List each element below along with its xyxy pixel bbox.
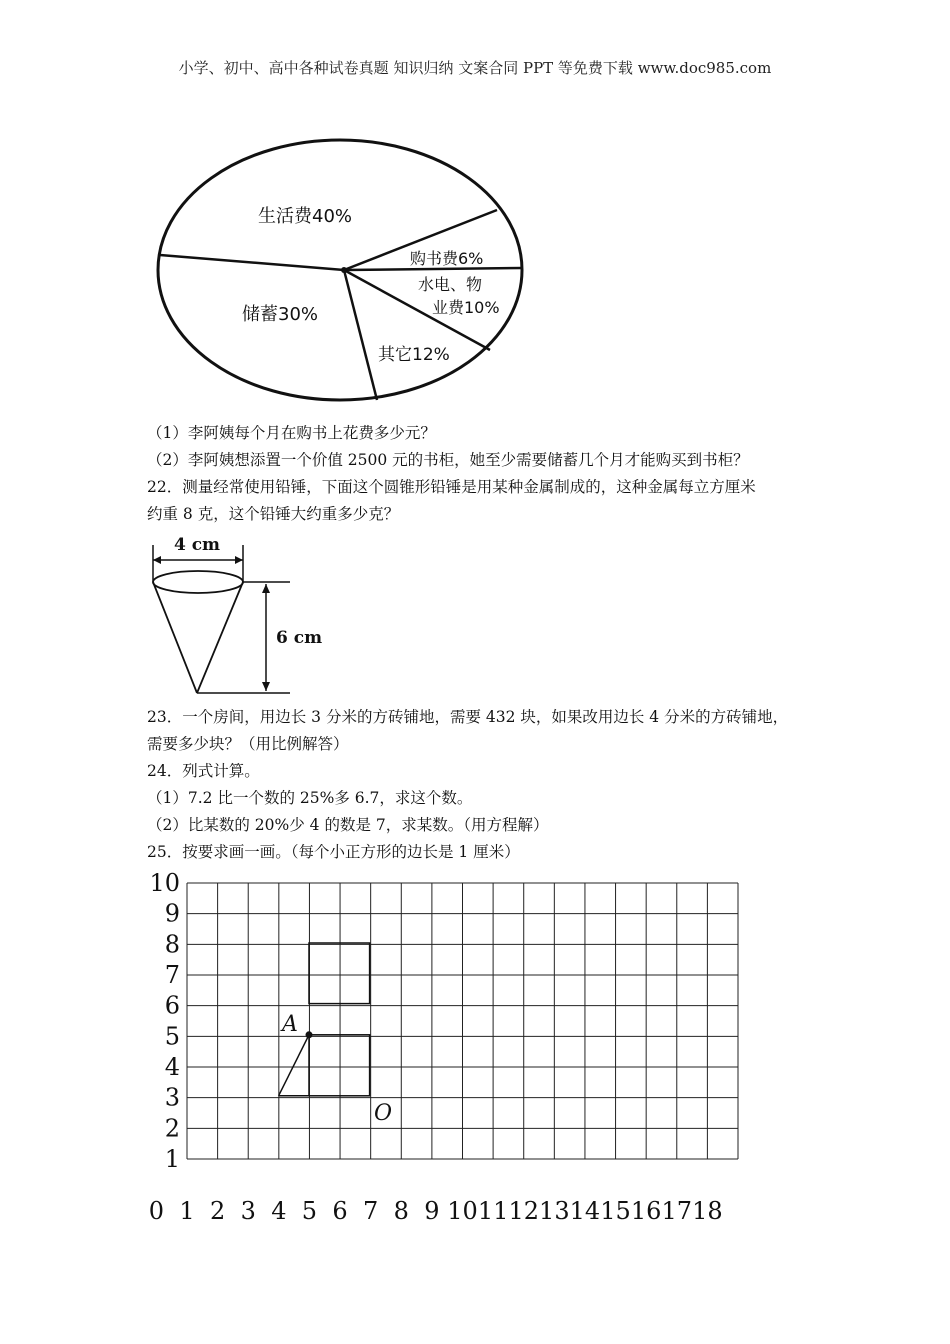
x-axis-label: 7 <box>363 1197 379 1225</box>
slice-label-other: 其它12% <box>378 345 450 365</box>
y-axis-label: 8 <box>164 930 180 959</box>
y-axis-label: 5 <box>164 1022 180 1051</box>
cone-width-label: 4 cm <box>173 535 221 555</box>
x-axis-label: 2 <box>209 1197 226 1225</box>
x-axis-label: 12 <box>508 1197 539 1225</box>
page-header: 小学、初中、高中各种试卷真题 知识归纳 文案合同 PPT 等免费下载 www.doc985.com <box>178 59 772 77</box>
slice-label-utilities-1: 水电、物 <box>418 275 483 294</box>
y-axis-label: 4 <box>164 1053 180 1081</box>
point-o-label: O <box>374 1101 393 1126</box>
question-22-line2: 约重 8 克，这个铅锤大约重多少克？ <box>147 505 400 523</box>
cone-height-label: 6 cm <box>276 628 323 648</box>
y-axis-label: 1 <box>164 1145 180 1173</box>
cone-figure <box>140 528 340 703</box>
point-a-label: A <box>282 1012 298 1037</box>
slice-label-books: 购书费6% <box>410 249 484 268</box>
x-axis-label: 8 <box>393 1197 409 1225</box>
x-axis-label: 18 <box>692 1197 723 1225</box>
question-22-line1: 22．测量经常使用铅锤，下面这个圆锥形铅锤是用某种金属制成的，这种金属每立方厘米 <box>147 478 756 496</box>
upper-rectangle <box>309 943 370 1004</box>
point-a-dot <box>306 1031 313 1038</box>
slice-label-utilities-2: 业费10% <box>432 298 500 317</box>
x-axis-label: 17 <box>661 1197 693 1225</box>
y-axis-label: 3 <box>164 1083 180 1112</box>
lower-rectangle <box>309 1035 370 1096</box>
y-axis-label: 9 <box>164 899 180 928</box>
pie-divider-5 <box>160 255 344 270</box>
x-axis-label: 4 <box>271 1197 287 1225</box>
question-21-2: （2）李阿姨想添置一个价值 2500 元的书柜，她至少需要储蓄几个月才能购买到书柜？ <box>147 451 749 469</box>
x-axis-label: 3 <box>240 1197 256 1225</box>
x-axis-label: 9 <box>424 1197 440 1225</box>
x-axis-label: 16 <box>630 1197 662 1225</box>
slanted-edge <box>279 1035 309 1096</box>
question-24-2: （2）比某数的 20%少 4 的数是 7，求某数。（用方程解） <box>147 816 549 834</box>
pie-center <box>341 267 347 273</box>
x-axis-label: 14 <box>569 1197 601 1225</box>
question-25: 25．按要求画一画。（每个小正方形的边长是 1 厘米） <box>147 843 520 861</box>
x-axis-label: 10 <box>447 1197 478 1225</box>
pie-divider-2 <box>344 268 523 270</box>
cone-top <box>153 571 243 593</box>
y-axis-label: 7 <box>164 961 180 989</box>
slice-label-savings: 储蓄30% <box>242 304 319 325</box>
x-axis-label: 6 <box>332 1197 348 1225</box>
question-24-1: （1）7.2 比一个数的 25%多 6.7，求这个数。 <box>147 789 473 807</box>
y-axis-label: 2 <box>164 1114 180 1143</box>
y-axis-label: 6 <box>164 991 180 1020</box>
x-axis-label: 11 <box>477 1197 509 1225</box>
question-23-line2: 需要多少块？（用比例解答） <box>147 735 349 753</box>
pie-divider-4 <box>344 270 377 400</box>
question-23-line1: 23．一个房间，用边长 3 分米的方砖铺地，需要 432 块，如果改用边长 4 分米的方砖铺地， <box>147 708 789 726</box>
question-24: 24．列式计算。 <box>147 762 260 780</box>
y-axis-label: 10 <box>149 869 180 897</box>
x-axis-label: 0 <box>148 1197 165 1225</box>
x-axis-label: 5 <box>301 1197 318 1225</box>
x-axis-label: 15 <box>600 1197 631 1225</box>
pie-chart <box>150 130 530 410</box>
question-21-1: （1）李阿姨每个月在购书上花费多少元？ <box>147 424 436 442</box>
x-axis-label: 1 <box>179 1197 195 1225</box>
slice-label-living: 生活费40% <box>258 206 353 227</box>
x-axis-label: 13 <box>539 1197 570 1225</box>
coordinate-grid <box>140 865 760 1230</box>
